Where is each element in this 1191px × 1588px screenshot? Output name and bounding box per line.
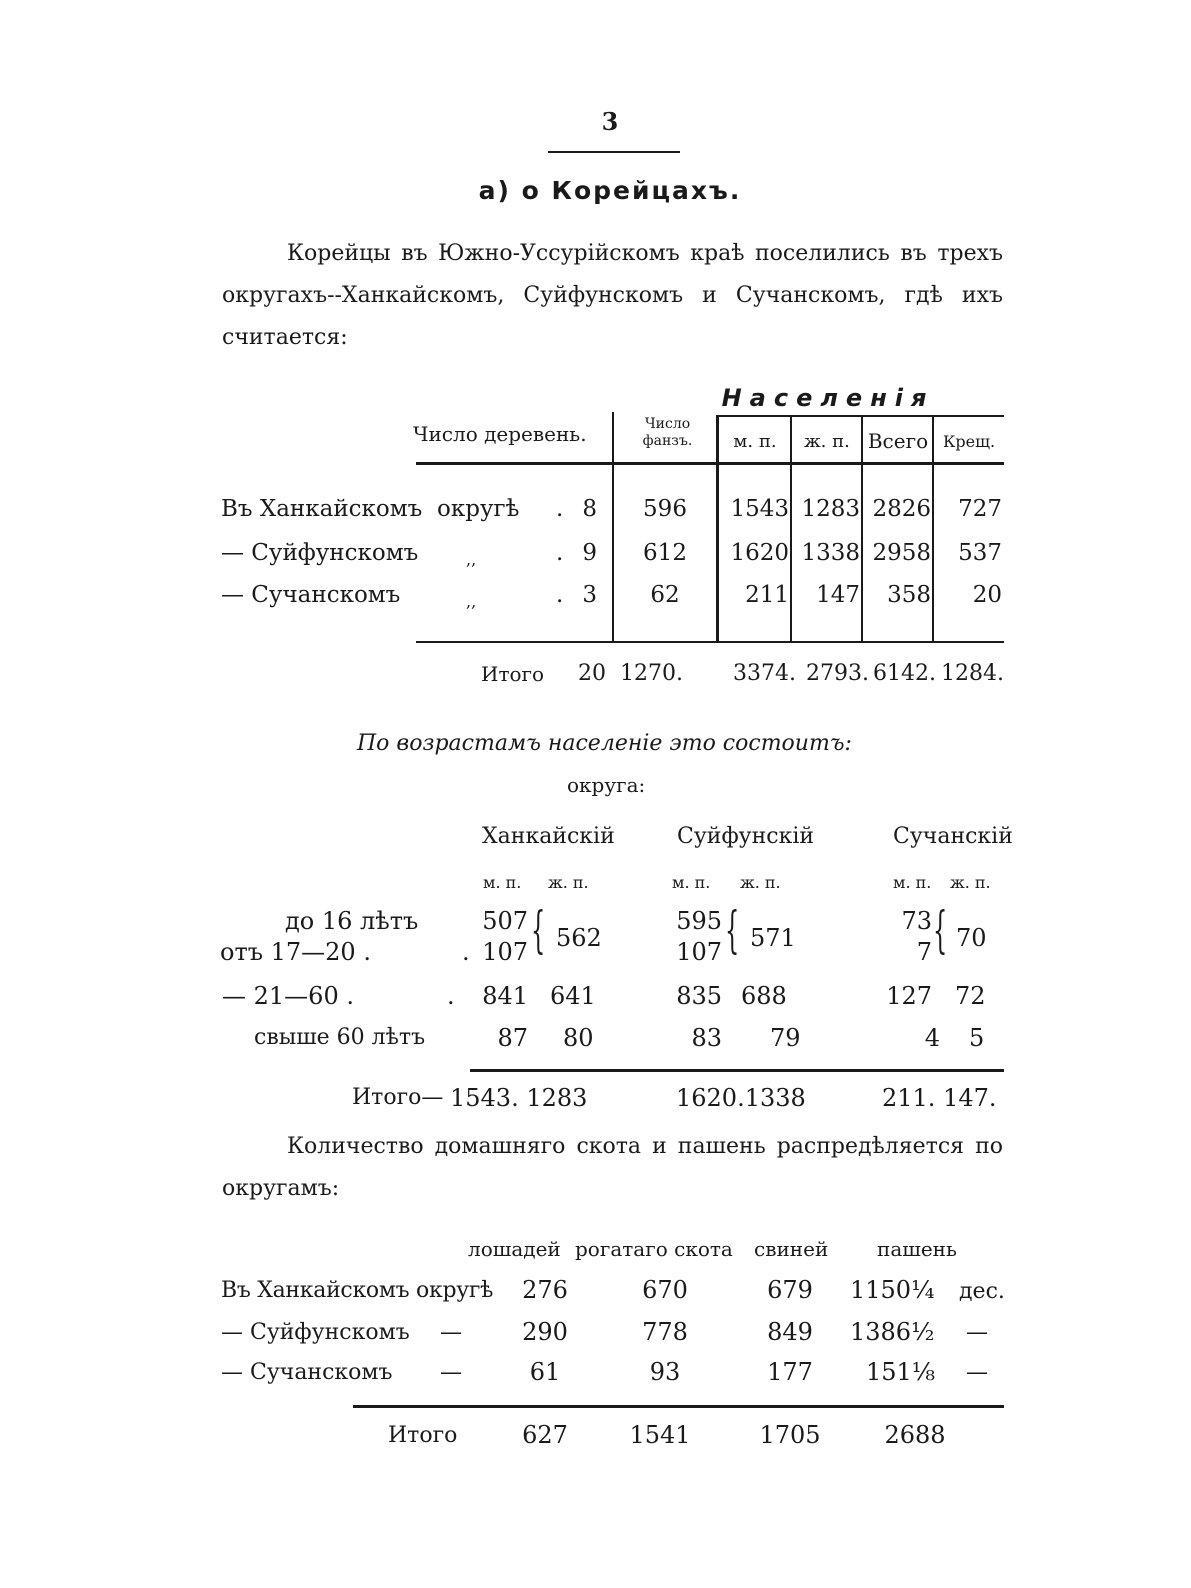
intro-line-1: Корейцы въ Южно-Уссурійскомъ краѣ поселились въ трехъ [287, 241, 1003, 266]
col-cattle: рогатаго скота [575, 1237, 733, 1261]
okruga-label: округа: [567, 773, 646, 797]
col-male: м. п. [733, 431, 777, 452]
ages-subtitle: По возрастамъ населеніе это состоитъ: [357, 731, 852, 756]
district-suchan: Сучанскій [893, 824, 1013, 849]
col-total: Всего [867, 429, 929, 453]
col-villages: Число деревень. [413, 422, 587, 446]
col-horses: лошадей [468, 1237, 561, 1261]
district-khankai: Ханкайскій [482, 824, 615, 849]
livestock-intro-2: округамъ: [222, 1176, 340, 1201]
col-baptized: Крещ. [942, 432, 996, 451]
livestock-intro-1: Количество домашняго скота и пашень распредѣляется по [287, 1134, 1003, 1159]
page-number: 3 [601, 107, 619, 136]
district-suifun: Суйфунскій [677, 824, 815, 849]
intro-line-3: считается: [222, 325, 348, 350]
col-pigs: свиней [754, 1237, 829, 1261]
header-group-population: Населенія [721, 384, 935, 412]
section-heading: а) о Корейцахъ. [478, 176, 742, 205]
intro-line-2: округахъ--Ханкайскомъ, Суйфунскомъ и Сучанскомъ, гдѣ ихъ [222, 283, 1003, 308]
col-fields: пашень [877, 1237, 957, 1261]
col-fanzas: Число фанзъ. [642, 416, 693, 449]
col-female: ж. п. [804, 431, 850, 452]
heading-rule [548, 151, 680, 153]
